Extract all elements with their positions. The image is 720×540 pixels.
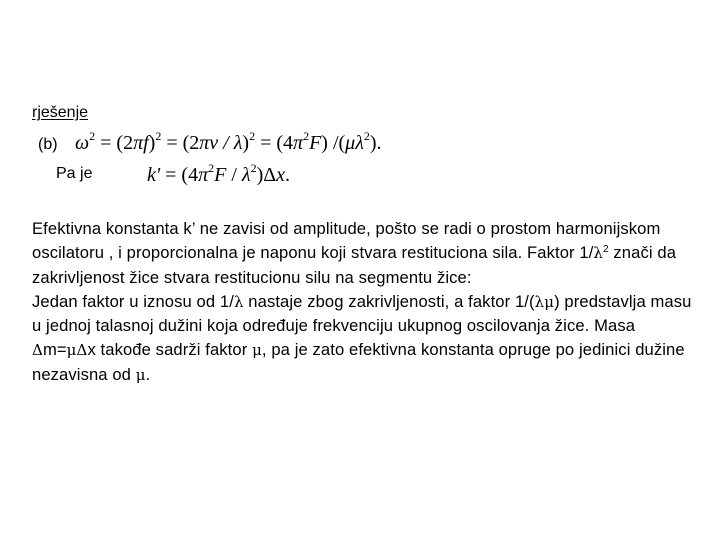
eq-part: ) /(: [321, 132, 346, 154]
eq-part: = (4: [255, 132, 294, 154]
omega-equation: $\omega^2 = (2\pi f)^2 = (2\pi v / \lambda)^2 = (4\pi^2F)$ $/(\mu\lambda^2)$.: [75, 129, 382, 154]
eq-part: ): [242, 132, 250, 154]
eq-part: = (2: [161, 132, 200, 154]
mu-symbol: μ: [135, 365, 146, 384]
part-b-label: (b): [38, 136, 58, 153]
text-run: m=: [42, 340, 67, 360]
paragraph-2: [32, 290, 692, 387]
text-run: Efektivna konstanta k’ ne zavisi od amplitude, pošto se radi o prostom harmonijskom oscilatoru , i proporcionalna je naponu koji stvara restituciona sila. Faktor 1/: [32, 219, 661, 263]
text-run: .: [145, 364, 151, 384]
eq-part: = (4: [160, 164, 199, 186]
eq-part: πv / λ: [199, 132, 243, 154]
omega-symbol: ω: [75, 132, 90, 154]
text-run: , pa je zato efektivna konstanta opruge po jedinici dužine nezavisna od: [32, 340, 685, 384]
eq-part: k': [147, 164, 161, 186]
eq-part: )Δ: [256, 164, 277, 186]
eq-part: /: [226, 164, 242, 186]
eq-part: F: [214, 164, 227, 186]
eq-part: π: [293, 132, 304, 154]
text-run: znači da zakrivljenost žice stvara restitucionu silu na segmentu žice:: [32, 243, 677, 287]
pa-je-label: Pa je: [56, 165, 93, 182]
eq-part: μλ: [345, 132, 364, 154]
eq-part: = (2: [95, 132, 134, 154]
eq-part: πf: [133, 132, 149, 154]
mu-delta-symbol: μΔ: [66, 341, 88, 360]
text-run: ) predstavlja masu u jednoj talasnoj dužini koja određuje frekvenciju ukupnog oscilovanja žice. Masa: [32, 291, 692, 336]
text-run: Jedan faktor u iznosu od 1/: [32, 291, 234, 311]
lambda-symbol: λ: [233, 292, 244, 311]
eq-part: .: [285, 164, 291, 186]
mu-symbol: μ: [252, 341, 262, 360]
eq-part: π: [198, 164, 209, 186]
lambda-mu-symbol: λμ: [534, 292, 555, 311]
text-run: x takođe sadrži faktor: [87, 340, 253, 360]
eq-part: λ: [241, 164, 251, 186]
lambda-symbol: λ: [593, 244, 604, 263]
superscript: 2: [603, 244, 609, 256]
eq-part: F: [309, 132, 322, 154]
explanation-text: [32, 217, 692, 387]
eq-part: ).: [369, 132, 382, 154]
eq-part: x: [276, 164, 286, 186]
eq-part: ): [148, 132, 156, 154]
k-equation: $k' = (4\pi^2F / \lambda^2)\Delta x$.: [147, 161, 291, 186]
paragraph-1: [32, 217, 692, 290]
text-run: nastaje zbog zakrivljenosti, a faktor 1/(: [243, 291, 535, 311]
delta-symbol: Δ: [32, 341, 43, 360]
solution-heading: rješenje: [32, 104, 89, 121]
